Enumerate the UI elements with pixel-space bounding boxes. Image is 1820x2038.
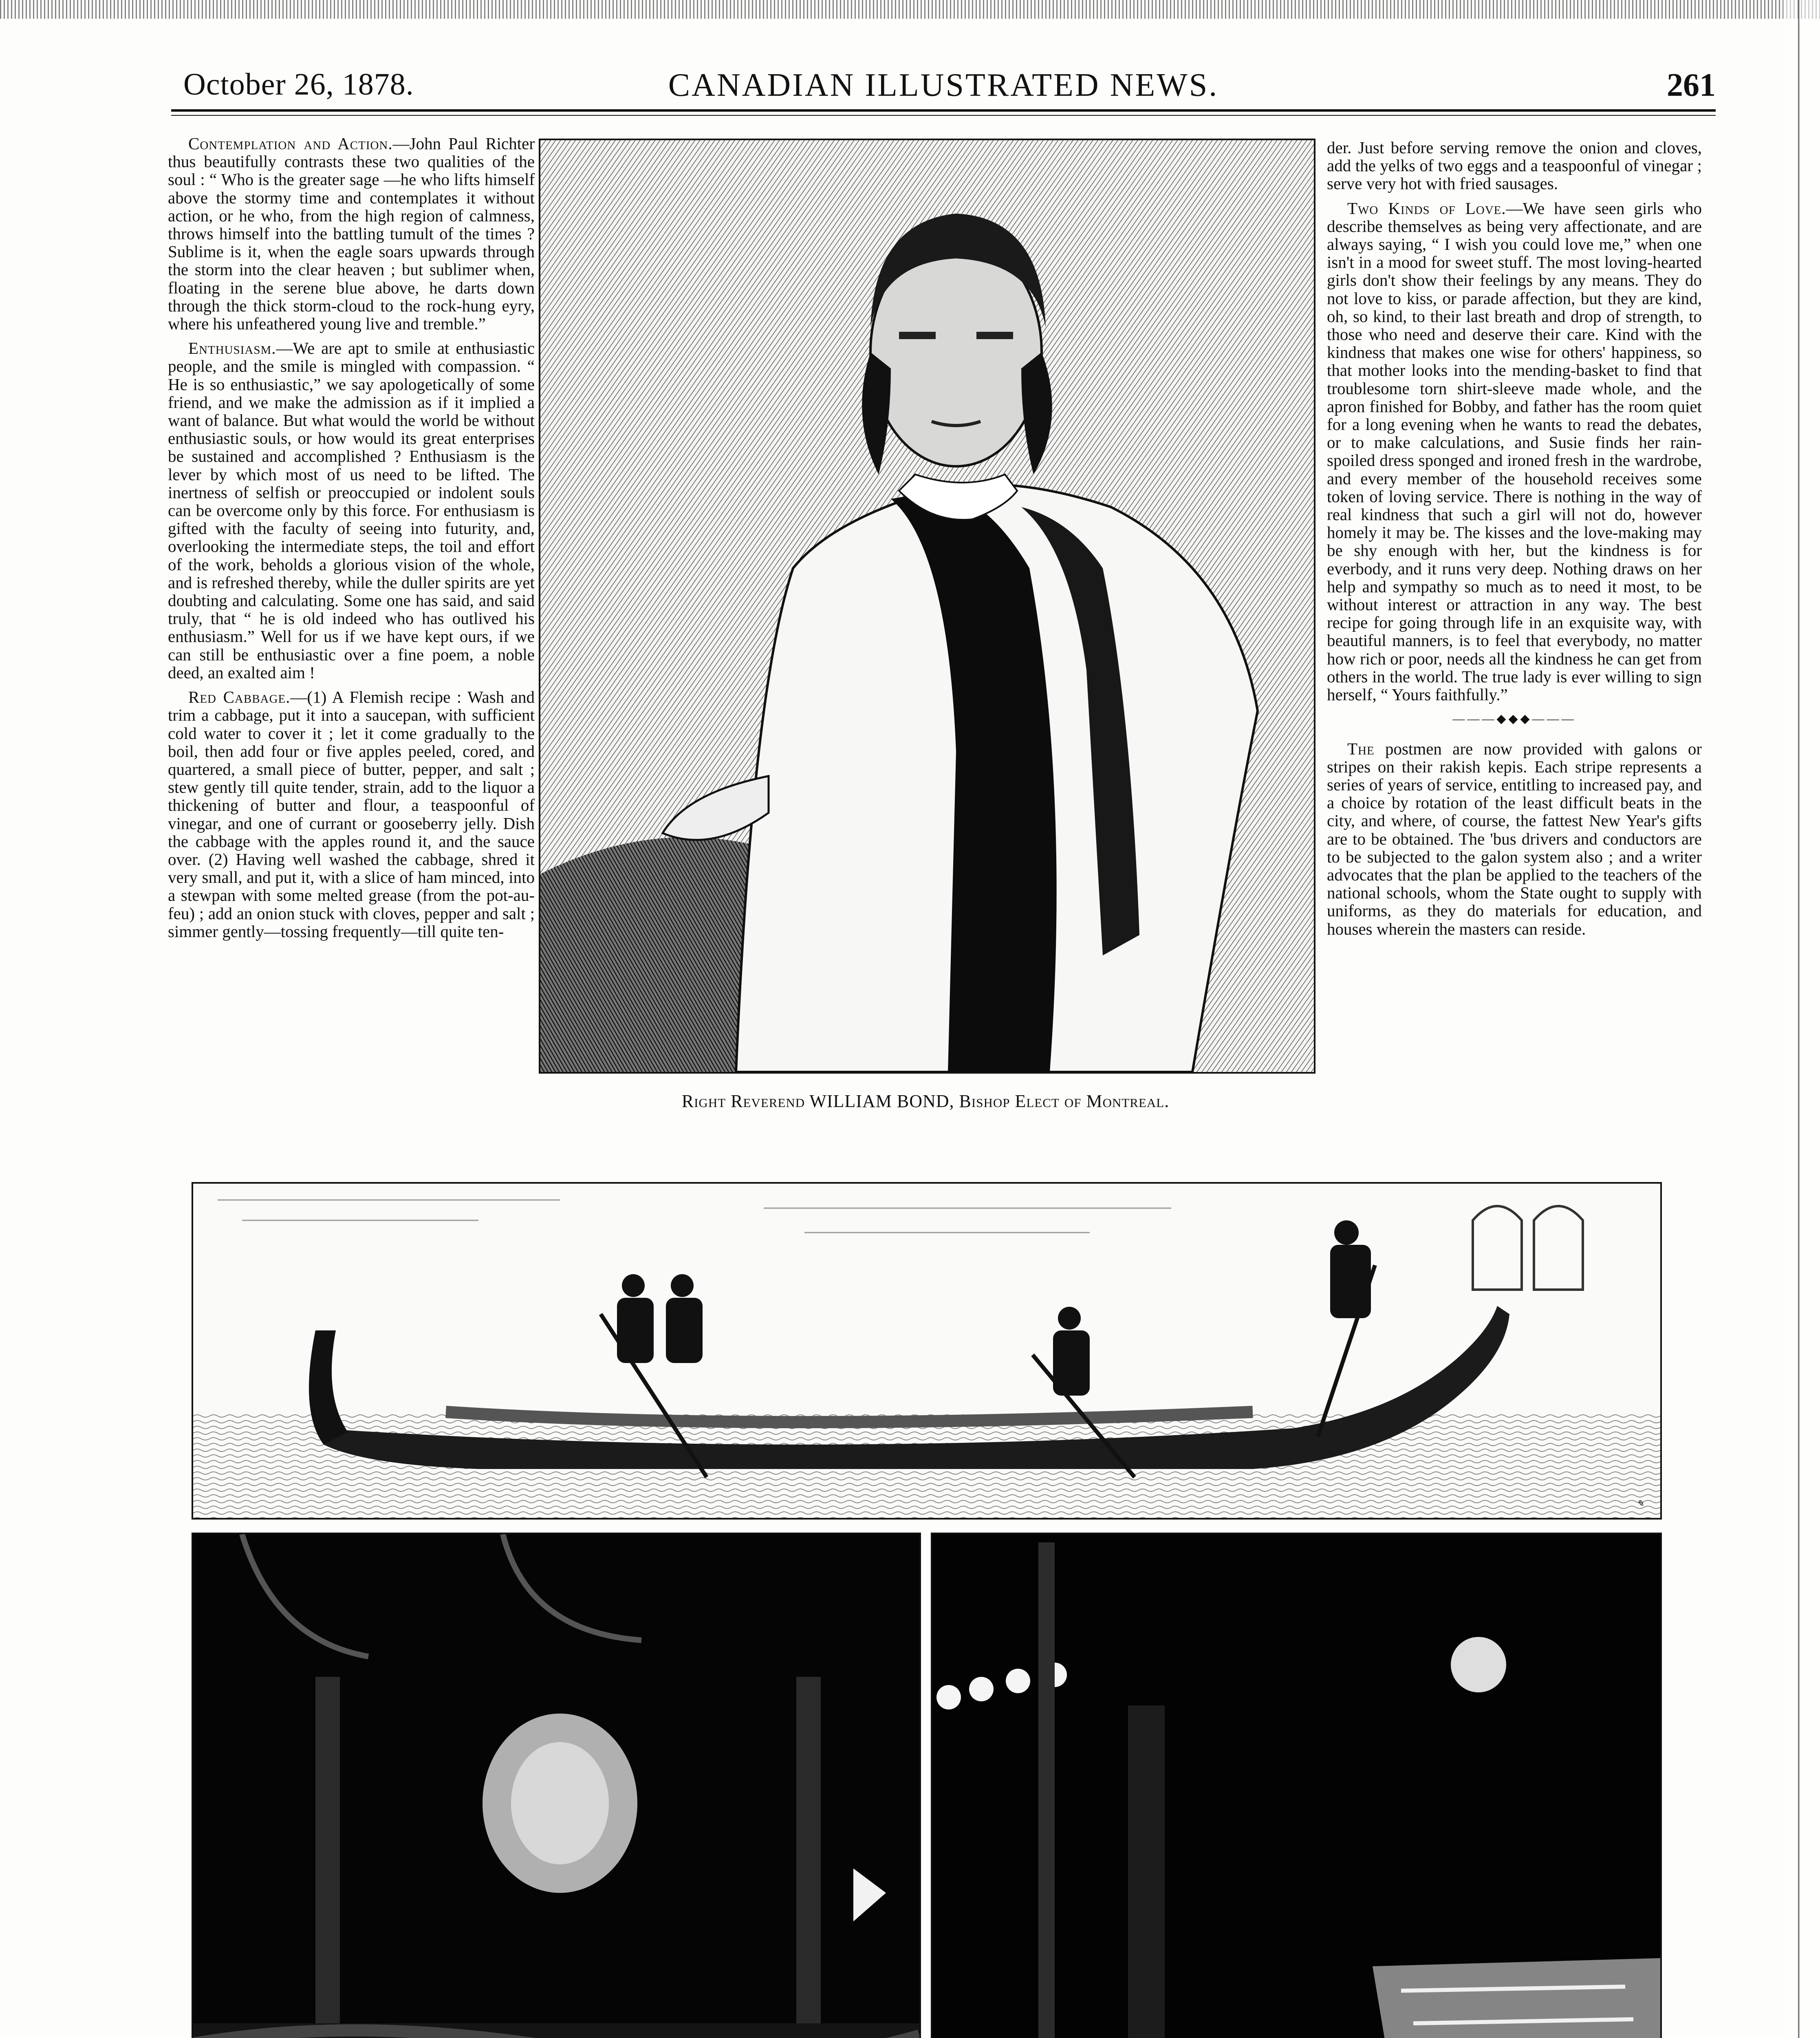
- issue-date: October 26, 1878.: [183, 67, 414, 101]
- header-rule-thin: [171, 115, 1716, 116]
- header-rule: [171, 109, 1716, 112]
- gondola-illustration: [193, 1184, 1660, 1518]
- section-divider-ornament: ———◆◆◆———: [1452, 712, 1576, 726]
- page-number: 261: [1667, 67, 1716, 103]
- scan-edge-right: [1783, 0, 1820, 2038]
- portico-illustration: [193, 1534, 919, 2038]
- masthead: CANADIAN ILLUSTRATED NEWS.: [668, 67, 1219, 103]
- artist-signature: ✎: [1636, 1498, 1644, 1509]
- article-two-kinds-of-love: Two Kinds of Love.—We have seen girls who describe themselves as being very affectionate, and are always saying, “ I wish you could love me,” when one isn't in a mood for sweet stuff. The most loving-hearted girls don't show their feelings by any means. They do not love to kiss, or parade affection, but they are kind, oh, so kind, to their last breath and drop of strength, to those who need and deserve their care. Kind with the kindness that makes one wise for others' happiness, so that mother looks into the mending-basket to find that troublesome torn shirt-sleeve made whole, and the apron finished for Bobby, and father has the room quiet for a long evening when he wants to read the debates, or to make calculations, and Susie finds her rain-spoiled dress sponged and ironed fresh in the wardrobe, and every member of the household receives some token of loving service. There is nothing in the way of real kindness that such a girl will not do, however homely it may be. The kisses and the love-making may be shy enough with her, but the kindness is for everbody, and it runs very deep. Nothing draws on her help and sympathy so much as to need it most, to be without interest or attraction in any way. The best recipe for going through life in an exquisite way, with beautiful manners, is to feel that everybody, no matter how rich or poor, needs all the kindness he can get from others in the world. The true lady is ever willing to sign herself, “ Yours faithfully.”: [1327, 199, 1702, 704]
- garden-illustration: [932, 1534, 1660, 2038]
- royal-gondola-engraving: [192, 1182, 1662, 1520]
- article-red-cabbage-cont: der. Just before serving remove the onion and cloves, add the yelks of two eggs and a teaspoonful of vinegar ; serve very hot with fried sausages.: [1327, 138, 1702, 193]
- scan-edge-top: [0, 0, 1820, 19]
- public-garden-illumination-engraving: [931, 1533, 1662, 2038]
- page-header: [171, 61, 1716, 106]
- portrait-caption: Right Reverend WILLIAM BOND, Bishop Elect of Montreal.: [681, 1091, 1170, 1111]
- bishop-portrait-engraving: [539, 139, 1315, 1074]
- article-enthusiasm: Enthusiasm.—We are apt to smile at enthusiastic people, and the smile is mingled with compassion. “ He is so enthusiastic,” we say apologetically of some friend, and we make the admission as if it implied a want of balance. But what would the world be without enthusiastic souls, or how would its great enterprises be sustained and accomplished ? Enthusiasm is the lever by which most of us need to be lifted. The inertness of selfish or preoccupied or indolent souls can be overcome only by this force. For enthusiasm is gifted with the faculty of seeing into futurity, and, overlooking the intermediate steps, the toil and effort of the work, beholds a glorious vision of the whole, and is refreshed thereby, while the duller spirits are yet doubting and calculating. Some one has said, and said truly, that “ he is old indeed who has outlived his enthusiasm.” Well for us if we have kept ours, if we can still be enthusiastic over a fine poem, a noble deed, an exalted aim !: [168, 339, 535, 682]
- portrait-illustration: [540, 140, 1314, 1072]
- right-column: [1327, 139, 1702, 944]
- article-contemplation: Contemplation and Action.—John Paul Richter thus beautifully contrasts these two qualities of the soul : “ Who is the greater sage —he who lifts himself above the stormy time and contemplates it without action, or he who, from the high region of calmness, throws himself into the battling tumult of the times ? Sublime is it, when the eagle soars upwards through the storm into the clear heaven ; but sublimer when, floating in the serene blue above, he darts down through the thick storm-cloud to the rock-hung eyry, where his unfeathered young live and tremble.”: [168, 134, 535, 333]
- left-column: [168, 135, 535, 947]
- article-postmen: The postmen are now provided with galons or stripes on their rakish kepis. Each stripe represents a series of years of service, entitling to increased pay, and a choice by rotation of the least difficult beats in the city, and where, of course, the fattest New Year's gifts are to be obtained. The 'bus drivers and conductors are to be subjected to the galon system also ; and a writer advocates that the plan be applied to the teachers of the national schools, whom the State ought to supply with uniforms, as they do materials for education, and houses wherein the masters can reside.: [1327, 739, 1702, 938]
- article-red-cabbage: Red Cabbage.—(1) A Flemish recipe : Wash and trim a cabbage, put it into a saucepan, with sufficient cold water to cover it ; let it come gradually to the boil, then add four or five apples peeled, cored, and quartered, a small piece of butter, pepper, and salt ; stew gently till quite tender, strain, add to the liquor a thickening of butter and flour, a teaspoonful of vinegar, and one of currant or gooseberry jelly. Dish the cabbage with the apples round it, and the sauce over. (2) Having well washed the cabbage, shred it very small, and put it, with a slice of ham minced, into a stewpan with some melted grease (from the pot-au-feu) ; add an onion stuck with cloves, pepper and salt ; simmer gently—tossing frequently—till quite ten-: [168, 688, 535, 941]
- portico-decoration-engraving: [192, 1533, 921, 2038]
